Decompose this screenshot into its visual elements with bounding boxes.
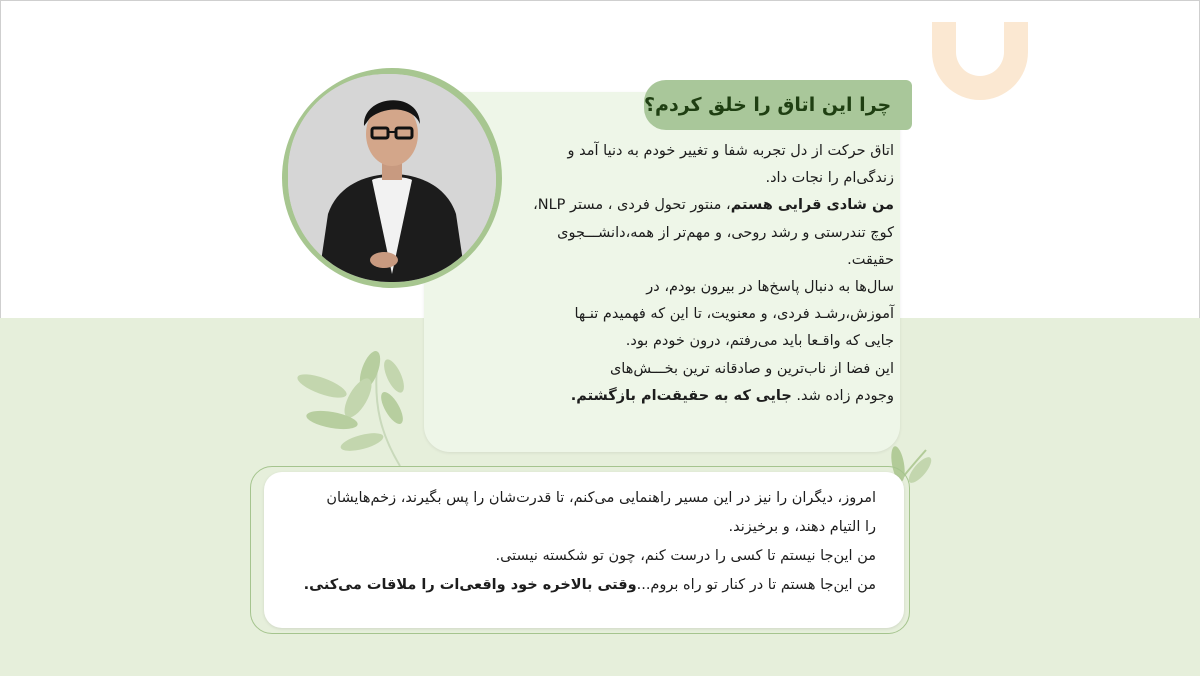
intro-text xyxy=(420,138,894,410)
intro-line: آموزش،رشـد فردی، و معنویت، تا این که فهمیدم تنـها xyxy=(574,306,894,323)
closing-line: را التیام دهند، و برخیزند. xyxy=(728,519,876,535)
intro-line: جایی که واقـعا باید می‌رفتم، درون خودم بود. xyxy=(625,333,894,350)
leaf-branch-icon xyxy=(282,346,422,470)
closing-line: امروز، دیگران را نیز در این مسیر راهنمایی می‌کنم، تا قدرت‌شان را پس بگیرند، زخم‌هایشان xyxy=(326,490,876,506)
intro-name-bold: من شادی قرایی هستم xyxy=(730,197,894,214)
intro-line-rest: ، منتور تحول فردی ، مستر NLP، xyxy=(533,197,731,214)
page-title: چرا این اتاق را خلق کردم؟ xyxy=(644,94,892,116)
intro-line xyxy=(420,192,894,219)
closing-line xyxy=(268,571,876,600)
intro-line-start: وجودم زاده شد. xyxy=(796,387,894,404)
intro-line: حقیقت. xyxy=(847,251,894,268)
intro-line: کوچ تندرستی و رشد روحی، و مهم‌تر از همه،دانشـــجوی xyxy=(557,224,894,241)
closing-line-bold: وقتی بالاخره خود واقعی‌ات را ملاقات می‌کنی. xyxy=(303,577,637,593)
intro-line: سال‌ها به دنبال پاسخ‌ها در بیرون بودم، در xyxy=(646,279,894,296)
intro-line: اتاق حرکت از دل تجربه شفا و تغییر خودم به دنیا آمد و xyxy=(567,143,894,159)
arch-decoration xyxy=(928,22,1032,112)
closing-line-start: من این‌جا هستم تا در کنار تو راه بروم... xyxy=(636,577,876,593)
intro-line: زندگی‌ام را نجات داد. xyxy=(765,170,894,187)
closing-line: من این‌جا نیستم تا کسی را درست کنم، چون تو شکسته نیستی. xyxy=(495,548,876,564)
intro-line xyxy=(420,383,894,410)
intro-line: این فضا از ناب‌ترین و صادقانه ترین بخـــش‌های xyxy=(609,360,894,377)
closing-text xyxy=(268,484,876,600)
intro-line-bold: جایی که به حقیقت‌ام بازگشتم. xyxy=(570,387,792,404)
title-tab xyxy=(644,80,912,130)
